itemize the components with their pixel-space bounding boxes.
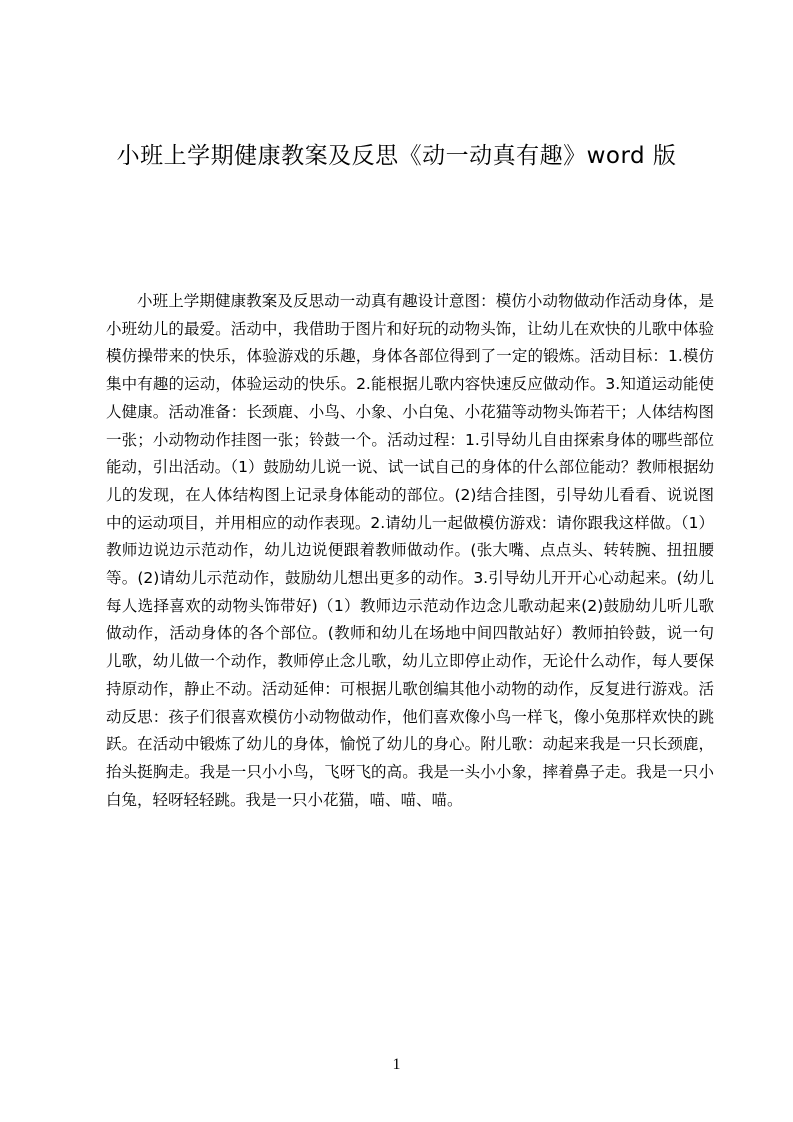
- document-title: 小班上学期健康教案及反思《动一动真有趣》word 版: [116, 143, 677, 169]
- document-body-paragraph: 小班上学期健康教案及反思动一动真有趣设计意图：模仿小动物做动作活动身体，是小班幼儿的最爱。活动中，我借助于图片和好玩的动物头饰，让幼儿在欢快的儿歌中体验模仿操带来的快乐，体验游戏的乐趣，身体各部位得到了一定的锻炼。活动目标：1.模仿集中有趣的运动，体验运动的快乐。2.能根据儿歌内容快速反应做动作。3.知道运动能使人健康。活动准备：长颈鹿、小鸟、小象、小白兔、小花猫等动物头饰若干；人体结构图一张；小动物动作挂图一张；铃鼓一个。活动过程：1.引导幼儿自由探索身体的哪些部位能动，引出活动。（1）鼓励幼儿说一说、试一试自己的身体的什么部位能动？教师根据幼儿的发现，在人体结构图上记录身体能动的部位。(2)结合挂图，引导幼儿看看、说说图中的运动项目，并用相应的动作表现。2.请幼儿一起做模仿游戏：请你跟我这样做。（1）教师边说边示范动作，幼儿边说便跟着教师做动作。(张大嘴、点点头、转转腕、扭扭腰等。(2)请幼儿示范动作，鼓励幼儿想出更多的动作。3.引导幼儿开开心心动起来。(幼儿每人选择喜欢的动物头饰带好)（1）教师边示范动作边念儿歌动起来(2)鼓励幼儿听儿歌做动作，活动身体的各个部位。(教师和幼儿在场地中间四散站好）教师拍铃鼓，说一句儿歌，幼儿做一个动作，教师停止念儿歌，幼儿立即停止动作，无论什么动作，每人要保持原动作，静止不动。活动延伸：可根据儿歌创编其他小动物的动作，反复进行游戏。活动反思：孩子们很喜欢模仿小动物做动作，他们喜欢像小鸟一样飞，像小兔那样欢快的跳跃。在活动中锻炼了幼儿的身体，愉悦了幼儿的身心。附儿歌：动起来我是一只长颈鹿，抬头挺胸走。我是一只小小鸟，飞呀飞的高。我是一头小小象，摔着鼻子走。我是一只小白兔，轻呀轻轻跳。我是一只小花猫，喵、喵、喵。: [106, 292, 714, 809]
- page-number: 1: [392, 1056, 401, 1073]
